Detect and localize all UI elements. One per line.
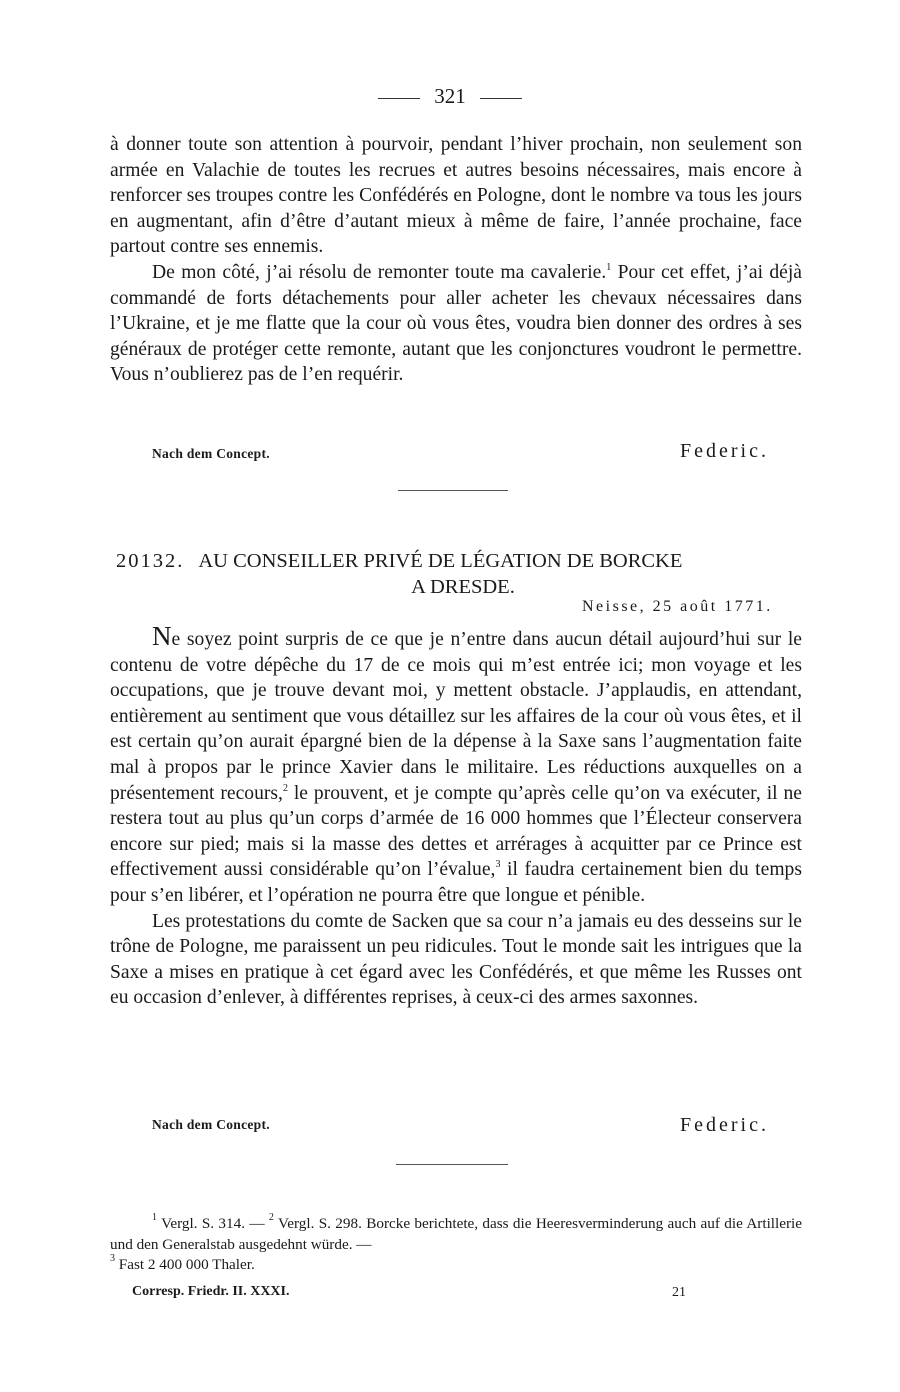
footnote-text: $^3$ Fast 2 400 000 Thaler. xyxy=(110,1253,255,1273)
paragraph: à donner toute son attention à pourvoir, pendant l’hiver prochain, non seulement son armée en Valachie de toutes les recrues et autres besoins nécessaires, mais encore à renforcer ses troupes contre les Confédérés en Pologne, dont le nombre va tous les jours en augmentant, afin d’être d’autant mieux à même de faire, l’année prochaine, face partout contre ses ennemis. xyxy=(110,134,802,258)
header-rule-left xyxy=(378,98,420,99)
page-header xyxy=(0,84,900,109)
heading-line-1: AU CONSEILLER PRIVÉ DE LÉGATION DE BORCKE xyxy=(198,550,683,572)
paragraph: De mon côté, j’ai résolu de remonter toute ma cavalerie.$^1$ Pour cet effet, j’ai déjà commandé de forts détachements pour aller acheter les chevaux nécessaires dans l’Ukraine, et je me flatte que la cour où vous êtes, voudra bien donner des ordres à ses généraux de protéger cette remonte, autant que les conjonctures voudront le permettre. Vous n’oublierez pas de l’en requérir. xyxy=(110,261,802,386)
signature: Federic. xyxy=(680,1114,769,1136)
heading-line-2: A DRESDE. xyxy=(411,576,515,598)
footnote-ref: 3 xyxy=(495,859,501,871)
document-heading xyxy=(110,548,802,600)
footnotes xyxy=(110,1214,802,1276)
signature: Federic. xyxy=(680,440,769,462)
document-number: 20132. xyxy=(116,550,185,572)
footnote-separator xyxy=(396,1164,508,1165)
source-note: Nach dem Concept. xyxy=(152,1117,270,1132)
footnote-text: $^1$ Vergl. S. 314. — $^2$ Vergl. S. 298. Borcke berichtete, dass die Heeresverminderung auch auf die Artillerie und den Generalstab ausgedehnt würde. — xyxy=(110,1212,802,1253)
separator-rule xyxy=(398,490,508,491)
letter-continuation xyxy=(110,132,802,388)
footnote-ref: 2 xyxy=(282,782,288,794)
dateline: Neisse, 25 août 1771. xyxy=(582,598,773,615)
footer-signature-mark: Corresp. Friedr. II. XXXI. xyxy=(132,1284,290,1299)
letter-body xyxy=(110,621,802,1011)
drop-initial: N xyxy=(152,621,172,651)
paragraph: Les protestations du comte de Sacken que sa cour n’a jamais eu des desseins sur le trône de Pologne, me paraissent un peu ridicules. Tout le monde sait les intrigues que la Saxe a mises en pratique à cet égard avec les Confédérés, et que même les Russes ont eu occasion d’enlever, à différentes reprises, à ceux-ci des armes saxonnes. xyxy=(110,910,802,1009)
footnote-ref: 1 xyxy=(606,261,612,273)
page-number: 321 xyxy=(434,84,466,108)
source-note: Nach dem Concept. xyxy=(152,446,270,461)
paragraph: Ne soyez point surpris de ce que je n’entre dans aucun détail aujourd’hui sur le contenu de votre dépêche du 17 de ce mois qui m’est entrée ici; mon voyage et les occupations, que je trouve devant moi, y mettent obstacle. J’applaudis, en attendant, entièrement au sentiment que vous détaillez sur les affaires de la cour où vous êtes, et il est certain qu’on aurait épargné bien de la dépense à la Saxe sans l’augmentation faite mal à propos par le prince Xavier dans le militaire. Les réductions auxquelles on a présentement recours,$^2$ le prouvent, et je compte qu’après celle qu’on va exécuter, il ne restera tout au plus qu’un corps d’armée de 16 000 hommes que l’Électeur conservera encore sur pied; mais si la masse des dettes et arrérages à acquitter par ce Prince est effectivement aussi considérable qu’on l’évalue,$^3$ il faudra certainement bien du temps pour s’en libérer, et l’opération ne pourra être que longue et pénible. xyxy=(110,621,802,906)
header-rule-right xyxy=(480,98,522,99)
footer-sheet-number: 21 xyxy=(672,1285,686,1300)
